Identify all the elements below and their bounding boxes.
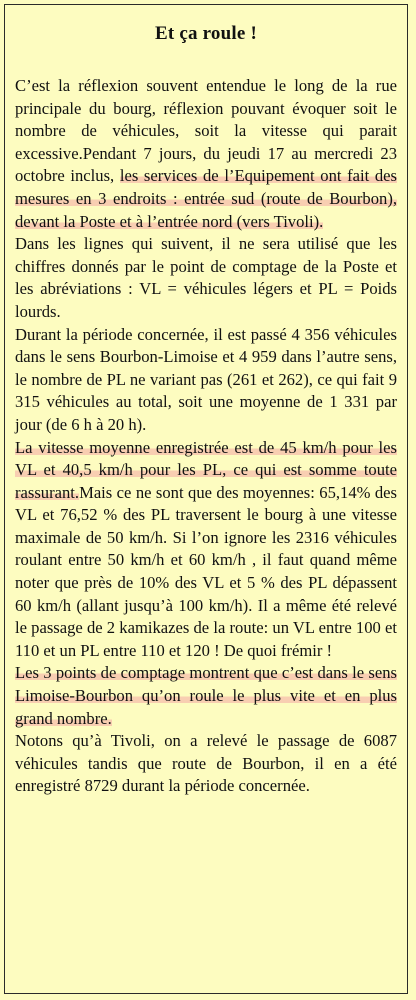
article-frame — [4, 4, 408, 994]
paragraph-3 — [15, 324, 397, 437]
paragraph-1-text: C’est la réflexion souvent entendue le long de la rue principale du bourg, réflexion pouvant évoquer soit le nombre de véhicules, soit la vitesse qui parait excessive.Pendant 7 jours, du jeudi 17 au mercredi 23 octobre inclus, — [15, 76, 397, 186]
paragraph-6 — [15, 730, 397, 798]
paragraph-5 — [15, 662, 397, 730]
paragraph-4-text: Mais ce ne sont que des moyennes: 65,14% des VL et 76,52 % des PL traversent le bourg à une vitesse maximale de 50 km/h. Si l’on ignore les 2316 véhicules roulant entre 50 km/h et 60 km/h , il faut quand même noter que près de 10% des VL et 5 % des PL dépassent 60 km/h (allant jusqu’à 100 km/h). Il a même été relevé le passage de 2 kamikazes de la route: un VL entre 100 et 110 et un PL entre 110 et 120 ! De quoi frémir ! — [15, 482, 397, 660]
article-title: Et ça roule ! — [155, 23, 257, 44]
paragraph-4 — [15, 437, 397, 663]
paragraph-6-text: Notons qu’à Tivoli, on a relevé le passage de 6087 véhicules tandis que route de Bourbon, il en a été enregistré 8729 durant la période concernée. — [15, 731, 397, 796]
paragraph-4-highlight: La vitesse moyenne enregistrée est de 45 km/h pour les VL et 40,5 km/h pour les PL, ce qui est somme toute rassurant. — [15, 437, 397, 502]
article-body — [15, 75, 397, 798]
paragraph-5-highlight: Les 3 points de comptage montrent que c’est dans le sens Limoise-Bourbon qu’on roule le plus vite et en plus grand nombre. — [15, 663, 397, 728]
paragraph-3-text: Durant la période concernée, il est passé 4 356 véhicules dans le sens Bourbon-Limoise et 4 959 dans l’autre sens, le nombre de PL ne variant pas (261 et 262), ce qui fait 9 315 véhicules au total, soit une moyenne de 1 331 par jour (de 6 h à 20 h). — [15, 324, 397, 434]
paragraph-2 — [15, 233, 397, 323]
paragraph-1 — [15, 75, 397, 233]
paragraph-1-highlight: les services de l’Equipement ont fait des mesures en 3 endroits : entrée sud (route de Bourbon), devant la Poste et à l’entrée nord (vers Tivoli). — [15, 166, 398, 231]
paragraph-2-text: Dans les lignes qui suivent, il ne sera utilisé que les chiffres donnés par le point de comptage de la Poste et les abréviations : VL = véhicules légers et PL = Poids lourds. — [15, 234, 397, 321]
